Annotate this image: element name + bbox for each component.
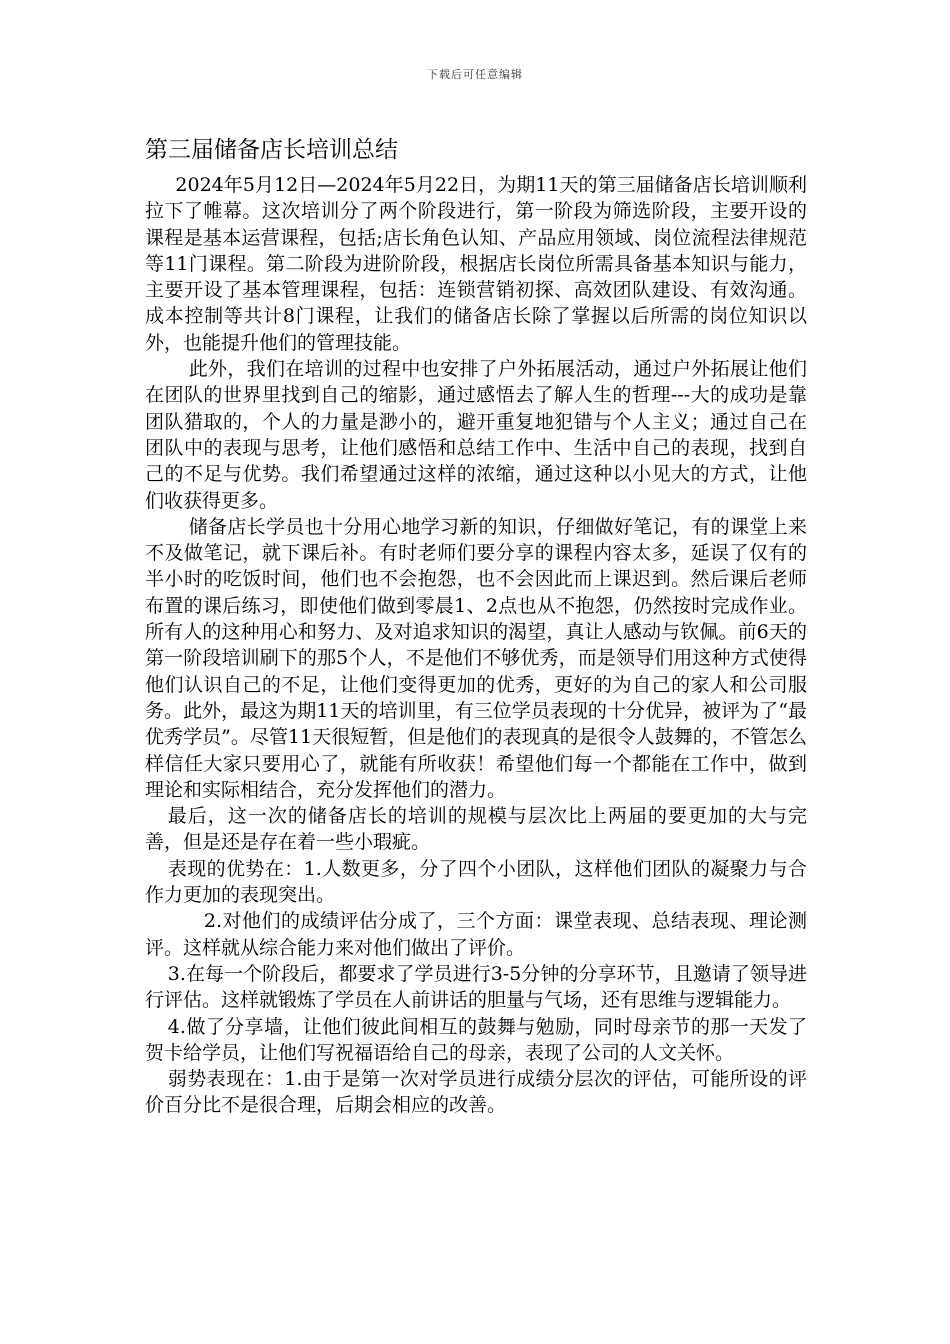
paragraph-strength-1: 表现的优势在：1.人数更多，分了四个小团队，这样他们团队的凝聚力与合作力更加的表现突出。 <box>145 857 807 907</box>
paragraph-outdoor-activity: 此外，我们在培训的过程中也安排了户外拓展活动，通过户外拓展让他们在团队的世界里找到自己的缩影，通过感悟去了解人生的哲理---大的成功是靠团队猎取的，个人的力量是渺小的，避开重复地犯错与个人主义；通过自己在团队中的表现与思考，让他们感悟和总结工作中、生活中自己的表现，找到自己的不足与优势。我们希望通过这样的浓缩，通过这种以小见大的方式，让他们收获得更多。 <box>145 358 807 512</box>
paragraph-weakness-1: 弱势表现在：1.由于是第一次对学员进行成绩分层次的评估，可能所设的评价百分比不是很合理，后期会相应的改善。 <box>145 1068 807 1117</box>
paragraph-strength-3: 3.在每一个阶段后，都要求了学员进行3-5分钟的分享环节，且邀请了领导进行评估。这样就锻炼了学员在人前讲话的胆量与气场，还有思维与逻辑能力。 <box>145 962 807 1012</box>
paragraph-conclusion: 最后，这一次的储备店长的培训的规模与层次比上两届的要更加的大与完善，但是还是存在着一些小瑕疵。 <box>145 805 807 854</box>
page-title: 第三届储备店长培训总结 <box>145 137 398 163</box>
paragraph-strength-2: 2.对他们的成绩评估分成了，三个方面：课堂表现、总结表现、理论测评。这样就从综合能力来对他们做出了评价。 <box>145 910 807 959</box>
document-body <box>145 172 807 1119</box>
paragraph-strength-4: 4.做了分享墙，让他们彼此间相互的鼓舞与勉励，同时母亲节的那一天发了贺卡给学员，让他们写祝福语给自己的母亲，表现了公司的人文关怀。 <box>145 1015 807 1064</box>
header-note: 下载后可任意编辑 <box>427 68 523 81</box>
paragraph-student-effort: 储备店长学员也十分用心地学习新的知识，仔细做好笔记，有的课堂上来不及做笔记，就下课后补。有时老师们要分享的课程内容太多，延误了仅有的半小时的吃饭时间，他们也不会抱怨，也不会因此而上课迟到。然后课后老师布置的课后练习，即使他们做到零晨1、2点也从不抱怨，仍然按时完成作业。所有人的这种用心和努力、及对追求知识的渴望，真让人感动与钦佩。前6天的第一阶段培训刷下的那5个人，不是他们不够优秀，而是领导们用这种方式使得他们认识自己的不足，让他们变得更加的优秀，更好的为自己的家人和公司服务。此外，最这为期11天的培训里，有三位学员表现的十分优异，被评为了“最优秀学员”。尽管11天很短暂，但是他们的表现真的是很令人鼓舞的，不管怎么样信任大家只要用心了，就能有所收获！希望他们每一个都能在工作中，做到理论和实际相结合，充分发挥他们的潜力。 <box>145 515 807 801</box>
paragraph-intro: 2024年5月12日—2024年5月22日，为期11天的第三届储备店长培训顺利拉下了帷幕。这次培训分了两个阶段进行，第一阶段为筛选阶段，主要开设的课程是基本运营课程，包括;店长角色认知、产品应用领域、岗位流程法律规范等11门课程。第二阶段为进阶阶段，根据店长岗位所需具备基本知识与能力，主要开设了基本管理课程，包括：连锁营销初探、高效团队建设、有效沟通。成本控制等共计8门课程，让我们的储备店长除了掌握以后所需的岗位知识以外，也能提升他们的管理技能。 <box>145 174 807 354</box>
